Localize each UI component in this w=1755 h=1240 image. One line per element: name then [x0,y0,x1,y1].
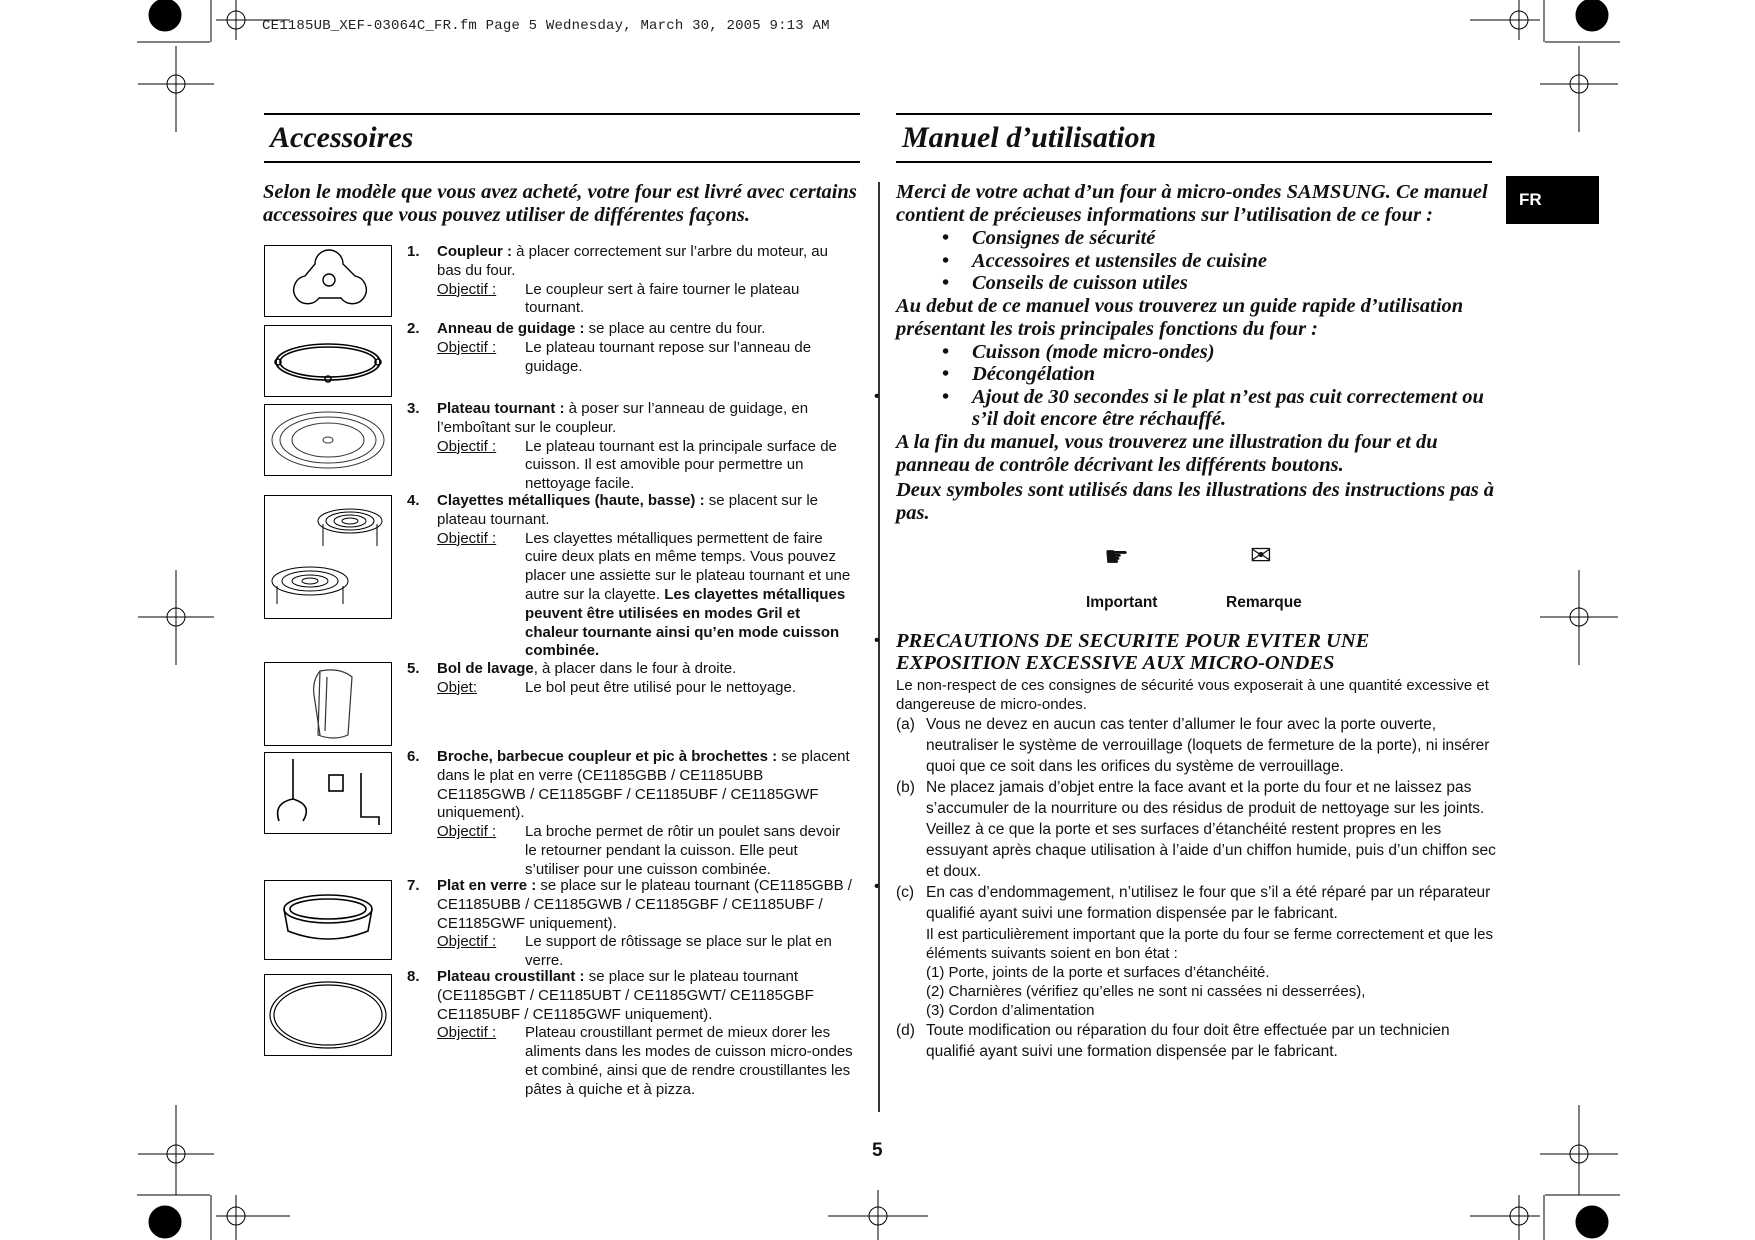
envelope-note-icon: ✉ [1250,540,1272,570]
glass-dish-image [264,880,392,960]
section-title-accessoires: Accessoires [264,113,860,163]
accessory-item-6: 6. Broche, barbecue coupleur et pic à brochettes : se placent dans le plat en verre (CE1185GBB / CE1185UBB CE1185GWB / CE1185GBF / CE1185UBF / CE1185GWF uniquement). Objectif : La broche permet de rôtir un poulet sans devoir le retourner pendant la cuisson. Elle peut s’utiliser pour une cuisson combinée. [407,748,850,878]
crusty-plate-image [264,974,392,1056]
accessory-item-5: 5. Bol de lavage, à placer dans le four à droite. Objet: Le bol peut être utilisé pour le nettoyage. [407,660,797,696]
roller-ring-image [264,325,392,397]
turntable-image [264,404,392,476]
accessories-intro: Selon le modèle que vous avez acheté, votre four est livré avec certains accessoires que vous pouvez utiliser de différentes façons. [263,181,857,226]
divider-dot: • [874,878,880,895]
file-header: CE1185UB_XEF-03064C_FR.fm Page 5 Wednesday, March 30, 2005 9:13 AM [262,18,830,34]
precautions-title: PRECAUTIONS DE SECURITE POUR EVITER UNE EXPOSITION EXCESSIVE AUX MICRO-ONDES [896,630,1370,674]
accessory-item-7: 7. Plat en verre : se place sur le plateau tournant (CE1185GBB / CE1185UBB / CE1185GWB / CE1185GBF / CE1185UBF / CE1185GWF uniquement). Objectif : Le support de rôtissage se place sur le plat en verre. [407,877,852,970]
metal-racks-image [264,495,392,619]
symbol-important-label: Important [1086,594,1158,611]
rotisserie-image [264,752,392,834]
precautions-section: PRECAUTIONS DE SECURITE POUR EVITER UNE EXPOSITION EXCESSIVE AUX MICRO-ONDES Le non-respect de ces consignes de sécurité vous exposerait à une quantité excessive et dangereuse de micro-ondes. (a) Vous ne devez en aucun cas tenter d’allumer le four avec la porte ouverte, neutraliser le système de verrouillage (loquets de fermeture de la porte), ni insérer quoi que ce soit dans les orifices du système de verrouillage. (b) Ne placez jamais d’objet entre la face avant et la porte du four et ne laissez pas s’accumuler de la nourriture ou des résidus de produit de nettoyage sur les joints. Veillez à ce que la porte et ses surfaces d’étanchéité restent propres en les essuyant après chaque utilisation à l’aide d’un chiffon humide, puis d’un chiffon sec et doux. (c) En cas d’endommagement, n’utilisez le four que s’il a été réparé par un réparateur qualifié ayant suivi une formation dispensée par le fabricant. Il est particulièrement important que la porte du four se ferme correctement et que les éléments suivants soient en bon état : (1) Porte, joints de la porte et surfaces d’étanchéité. (2) Charnières (vérifiez qu’elles ne sont ni cassées ni desserrées), (3) Cordon d’alimentation (d) Toute modification ou réparation du four doit être effectuée par un technicien qualifié ayant suivi une formation dispensée par le fabricant. [896,630,1496,1060]
accessory-item-1: 1. Coupleur : à placer correctement sur l’arbre du moteur, au bas du four. Objectif : Le coupleur sert à faire tourner le plateau tournant. [407,243,828,317]
accessory-item-8: 8. Plateau croustillant : se place sur le plateau tournant (CE1185GBT / CE1185UBT / CE1185GWT/ CE1185GBF CE1185UBF / CE1185GWF uniquement). Objectif : Plateau croustillant permet de mieux dorer les aliments dans les modes de cuisson micro-ondes et combiné, ainsi que de rendre croustillantes les pâtes à quiche et à pizza. [407,968,853,1098]
pointing-hand-icon: ☛ [1104,541,1130,572]
precaution-b: (b) Ne placez jamais d’objet entre la face avant et la porte du four et ne laissez pas s’accumuler de la nourriture ou des résidus de produit de nettoyage sur les joints. Veillez à ce que la porte et ses surfaces d’étanchéité restent propres en les essuyant après chaque utilisation à l’aide d’un chiffon humide, puis d’un chiffon sec et doux. [896,779,1496,880]
symbol-remarque-label: Remarque [1226,594,1302,611]
language-tab-fr: FR [1506,176,1599,224]
accessory-item-2: 2. Anneau de guidage : se place au centre du four. Objectif : Le plateau tournant repose sur l’anneau de guidage. [407,320,812,375]
precaution-d: (d) Toute modification ou réparation du four doit être effectuée par un technicien qualifié ayant suivi une formation dispensée par le fabricant. [896,1022,1450,1060]
section-title-manuel: Manuel d’utilisation [896,113,1492,163]
manual-intro: Merci de votre achat d’un four à micro-ondes SAMSUNG. Ce manuel contient de précieuses informations sur l’utilisation de ce four : • Consignes de sécurité • Accessoires et ustensiles de cuisine • Conseils de cuisson utiles Au debut de ce manuel vous trouverez un guide rapide d’utilisation présentant les trois principales fonctions du four : • Cuisson (mode micro-ondes) • Décongélation • Ajout de 30 secondes si le plat n’est pas cuit correctement ou s’il doit encore être réchauffé. A la fin du manuel, vous trouverez une illustration du four et du panneau de contrôle décrivant les différents boutons. Deux symboles sont utilisés dans les illustrations des instructions pas à pas. [896,181,1496,525]
accessory-item-3: 3. Plateau tournant : à poser sur l’anneau de guidage, en l’emboîtant sur le coupleur. Objectif : Le plateau tournant est la principale surface de cuisson. Il est amovible pour permettre un nettoyage facile. [407,400,837,493]
divider-dot: • [874,632,880,649]
accessory-item-4: 4. Clayettes métalliques (haute, basse) : se placent sur le plateau tournant. Objectif : Les clayettes métalliques permettent de faire cuire deux plats en même temps. Vous pouvez placer une assiette sur le plateau tournant et une autre sur la clayette. Les clayettes métalliques peuvent être utilisées en modes Gril et chaleur tournante ainsi qu’en mode cuisson combinée. [407,492,851,660]
precaution-a: (a) Vous ne devez en aucun cas tenter d’allumer le four avec la porte ouverte, neutraliser le système de verrouillage (loquets de fermeture de la porte), ni insérer quoi que ce soit dans les orifices du système de verrouillage. [896,716,1490,775]
precaution-c: (c) En cas d’endommagement, n’utilisez le four que s’il a été réparé par un réparateur qualifié ayant suivi une formation dispensée par le fabricant. [896,884,1491,922]
washing-bowl-image [264,662,392,746]
divider-dot: • [874,388,880,405]
coupler-image [264,245,392,317]
page-number: 5 [872,1140,883,1161]
